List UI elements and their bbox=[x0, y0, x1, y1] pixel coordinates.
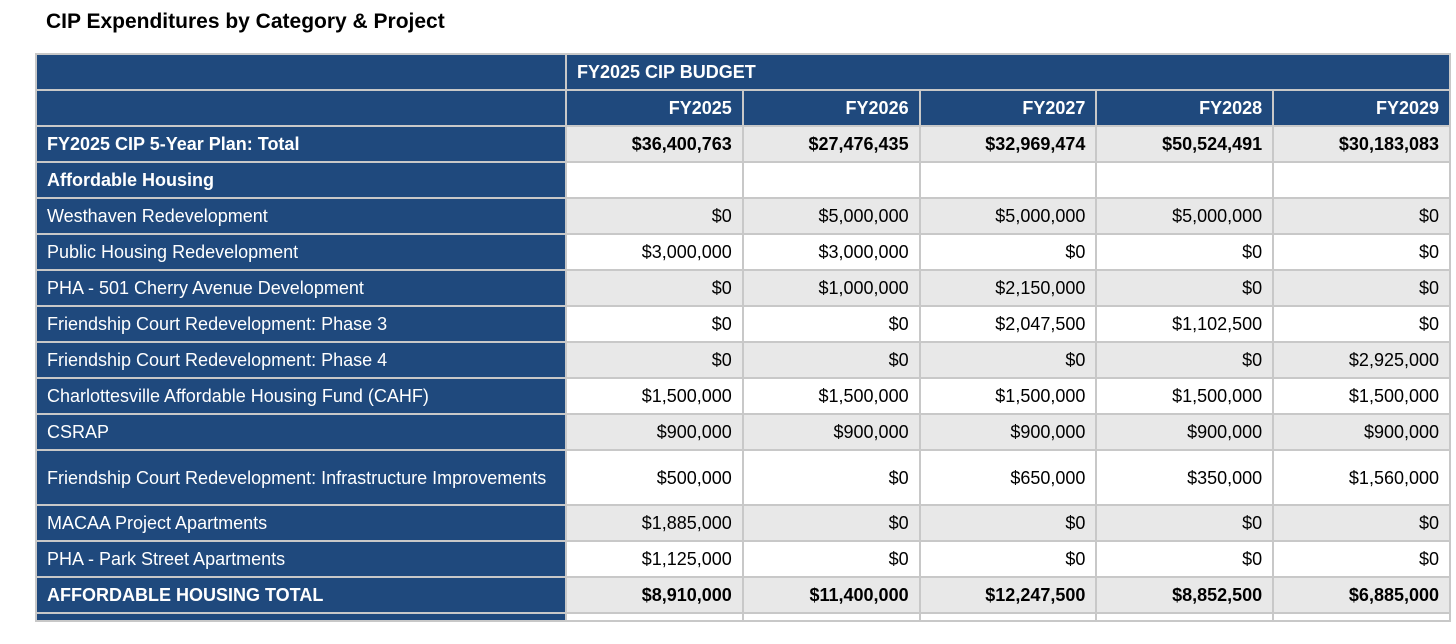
row-label: Friendship Court Redevelopment: Infrastructure Improvements bbox=[36, 450, 566, 505]
value-cell bbox=[1096, 613, 1273, 621]
table-row bbox=[36, 414, 1450, 450]
table-row bbox=[36, 577, 1450, 613]
table-header-years-row bbox=[36, 90, 1450, 126]
row-label: CSRAP bbox=[36, 414, 566, 450]
value-cell: $900,000 bbox=[1096, 414, 1273, 450]
value-cell: $0 bbox=[1096, 505, 1273, 541]
value-cell: $3,000,000 bbox=[566, 234, 743, 270]
value-cell: $27,476,435 bbox=[743, 126, 920, 162]
row-label: FY2025 CIP 5-Year Plan: Total bbox=[36, 126, 566, 162]
row-label: Friendship Court Redevelopment: Phase 3 bbox=[36, 306, 566, 342]
value-cell: $350,000 bbox=[1096, 450, 1273, 505]
value-cell: $0 bbox=[743, 342, 920, 378]
value-cell: $5,000,000 bbox=[1096, 198, 1273, 234]
value-cell: $0 bbox=[566, 270, 743, 306]
value-cell bbox=[743, 162, 920, 198]
row-label: Friendship Court Redevelopment: Phase 4 bbox=[36, 342, 566, 378]
cip-expenditures-table bbox=[35, 53, 1451, 622]
value-cell: $0 bbox=[920, 505, 1097, 541]
value-cell: $5,000,000 bbox=[743, 198, 920, 234]
table-row bbox=[36, 505, 1450, 541]
page-title: CIP Expenditures by Category & Project bbox=[46, 10, 445, 33]
value-cell: $500,000 bbox=[566, 450, 743, 505]
value-cell: $0 bbox=[920, 342, 1097, 378]
value-cell bbox=[920, 162, 1097, 198]
value-cell: $0 bbox=[920, 541, 1097, 577]
value-cell: $2,150,000 bbox=[920, 270, 1097, 306]
table-row bbox=[36, 234, 1450, 270]
partial-row bbox=[36, 613, 1450, 621]
value-cell: $0 bbox=[1273, 234, 1450, 270]
value-cell: $11,400,000 bbox=[743, 577, 920, 613]
value-cell: $0 bbox=[1273, 306, 1450, 342]
value-cell: $1,500,000 bbox=[566, 378, 743, 414]
value-cell: $36,400,763 bbox=[566, 126, 743, 162]
value-cell: $0 bbox=[743, 450, 920, 505]
row-label: PHA - 501 Cherry Avenue Development bbox=[36, 270, 566, 306]
value-cell: $0 bbox=[1096, 234, 1273, 270]
value-cell: $2,047,500 bbox=[920, 306, 1097, 342]
value-cell: $900,000 bbox=[566, 414, 743, 450]
row-label: Charlottesville Affordable Housing Fund (CAHF) bbox=[36, 378, 566, 414]
value-cell: $0 bbox=[566, 198, 743, 234]
value-cell: $1,000,000 bbox=[743, 270, 920, 306]
table-body bbox=[36, 126, 1450, 621]
header-empty-cell bbox=[36, 90, 566, 126]
value-cell: $1,500,000 bbox=[1096, 378, 1273, 414]
value-cell: $6,885,000 bbox=[1273, 577, 1450, 613]
value-cell: $1,560,000 bbox=[1273, 450, 1450, 505]
table-header-budget-row bbox=[36, 54, 1450, 90]
value-cell: $0 bbox=[1273, 270, 1450, 306]
row-label bbox=[36, 613, 566, 621]
value-cell: $0 bbox=[1273, 541, 1450, 577]
year-header-fy2026: FY2026 bbox=[743, 90, 920, 126]
value-cell: $0 bbox=[1096, 270, 1273, 306]
value-cell: $0 bbox=[1273, 198, 1450, 234]
value-cell: $0 bbox=[566, 342, 743, 378]
table-row bbox=[36, 126, 1450, 162]
row-label: AFFORDABLE HOUSING TOTAL bbox=[36, 577, 566, 613]
value-cell bbox=[1273, 613, 1450, 621]
value-cell: $50,524,491 bbox=[1096, 126, 1273, 162]
value-cell bbox=[566, 613, 743, 621]
table-row bbox=[36, 378, 1450, 414]
value-cell: $32,969,474 bbox=[920, 126, 1097, 162]
year-header-fy2027: FY2027 bbox=[920, 90, 1097, 126]
table-row bbox=[36, 198, 1450, 234]
row-label: PHA - Park Street Apartments bbox=[36, 541, 566, 577]
value-cell bbox=[920, 613, 1097, 621]
table-row bbox=[36, 162, 1450, 198]
value-cell: $5,000,000 bbox=[920, 198, 1097, 234]
value-cell bbox=[1096, 162, 1273, 198]
value-cell: $1,500,000 bbox=[920, 378, 1097, 414]
value-cell: $30,183,083 bbox=[1273, 126, 1450, 162]
table-row bbox=[36, 270, 1450, 306]
value-cell: $0 bbox=[1273, 505, 1450, 541]
value-cell: $900,000 bbox=[743, 414, 920, 450]
value-cell: $8,852,500 bbox=[1096, 577, 1273, 613]
value-cell bbox=[566, 162, 743, 198]
row-label: Westhaven Redevelopment bbox=[36, 198, 566, 234]
value-cell bbox=[1273, 162, 1450, 198]
budget-header: FY2025 CIP BUDGET bbox=[566, 54, 1450, 90]
year-header-fy2029: FY2029 bbox=[1273, 90, 1450, 126]
value-cell: $2,925,000 bbox=[1273, 342, 1450, 378]
row-label: Affordable Housing bbox=[36, 162, 566, 198]
table-row bbox=[36, 541, 1450, 577]
value-cell: $8,910,000 bbox=[566, 577, 743, 613]
value-cell: $1,102,500 bbox=[1096, 306, 1273, 342]
year-header-fy2025: FY2025 bbox=[566, 90, 743, 126]
value-cell: $0 bbox=[1096, 541, 1273, 577]
value-cell: $1,885,000 bbox=[566, 505, 743, 541]
row-label: Public Housing Redevelopment bbox=[36, 234, 566, 270]
value-cell: $1,500,000 bbox=[743, 378, 920, 414]
value-cell: $1,500,000 bbox=[1273, 378, 1450, 414]
table-row bbox=[36, 450, 1450, 505]
value-cell: $0 bbox=[1096, 342, 1273, 378]
header-empty-cell bbox=[36, 54, 566, 90]
value-cell bbox=[743, 613, 920, 621]
year-header-fy2028: FY2028 bbox=[1096, 90, 1273, 126]
value-cell: $12,247,500 bbox=[920, 577, 1097, 613]
row-label: MACAA Project Apartments bbox=[36, 505, 566, 541]
value-cell: $0 bbox=[566, 306, 743, 342]
value-cell: $900,000 bbox=[1273, 414, 1450, 450]
value-cell: $650,000 bbox=[920, 450, 1097, 505]
value-cell: $0 bbox=[920, 234, 1097, 270]
value-cell: $3,000,000 bbox=[743, 234, 920, 270]
table-row bbox=[36, 306, 1450, 342]
table-row bbox=[36, 342, 1450, 378]
value-cell: $0 bbox=[743, 541, 920, 577]
value-cell: $900,000 bbox=[920, 414, 1097, 450]
value-cell: $0 bbox=[743, 505, 920, 541]
value-cell: $1,125,000 bbox=[566, 541, 743, 577]
value-cell: $0 bbox=[743, 306, 920, 342]
